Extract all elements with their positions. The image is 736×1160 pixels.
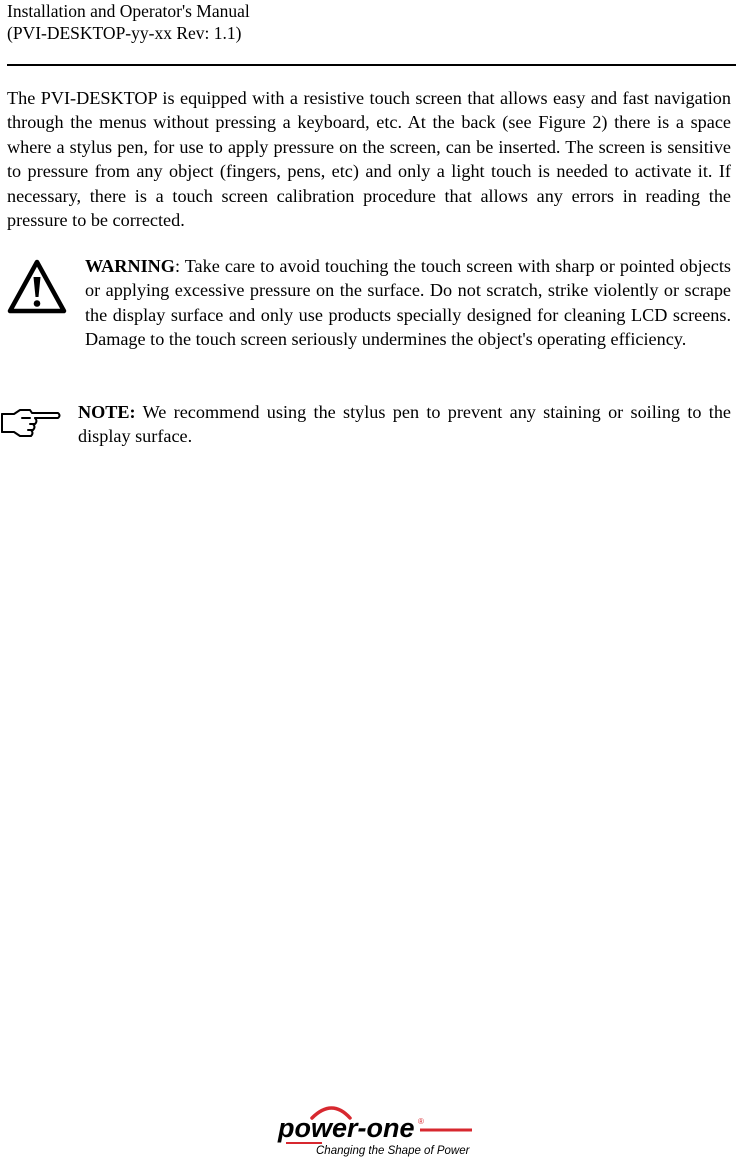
logo-tagline: Changing the Shape of Power [316, 1145, 470, 1157]
registered-mark: ® [418, 1117, 424, 1126]
intro-paragraph: The PVI-DESKTOP is equipped with a resistive touch screen that allows easy and fast navigation through the menus without pressing a keyboard, etc. At the back (see Figure 2) there is a space where a stylus pen, for use to apply pressure on the screen, can be inserted. The screen is sensitive to pressure from any object (fingers, pens, etc) and only a light touch is needed to activate it. If necessary, there is a touch screen calibration procedure that allows any errors in reading the pressure to be corrected. [7, 88, 731, 231]
warning-body: : Take care to avoid touching the touch screen with sharp or pointed objects or applying excessive pressure on the surface. Do not scratch, strike violently or scrape the display surface and only use products specially designed for cleaning LCD screens. Damage to the touch screen seriously undermines the object's operating efficiency. [85, 256, 731, 350]
note-label: NOTE: [78, 402, 136, 422]
manual-title: Installation and Operator's Manual [7, 1, 250, 21]
logo-wordmark: power-one [278, 1113, 415, 1143]
power-one-logo [272, 1100, 480, 1160]
header-divider [7, 64, 736, 66]
pointing-hand-icon [0, 404, 62, 444]
warning-paragraph [85, 254, 731, 352]
warning-label: WARNING [85, 256, 175, 276]
note-body: We recommend using the stylus pen to prevent any staining or soiling to the display surface. [78, 402, 731, 447]
warning-triangle-icon [6, 258, 68, 316]
note-paragraph [78, 400, 731, 449]
manual-revision: (PVI-DESKTOP-yy-xx Rev: 1.1) [7, 23, 242, 43]
document-header [7, 0, 250, 44]
